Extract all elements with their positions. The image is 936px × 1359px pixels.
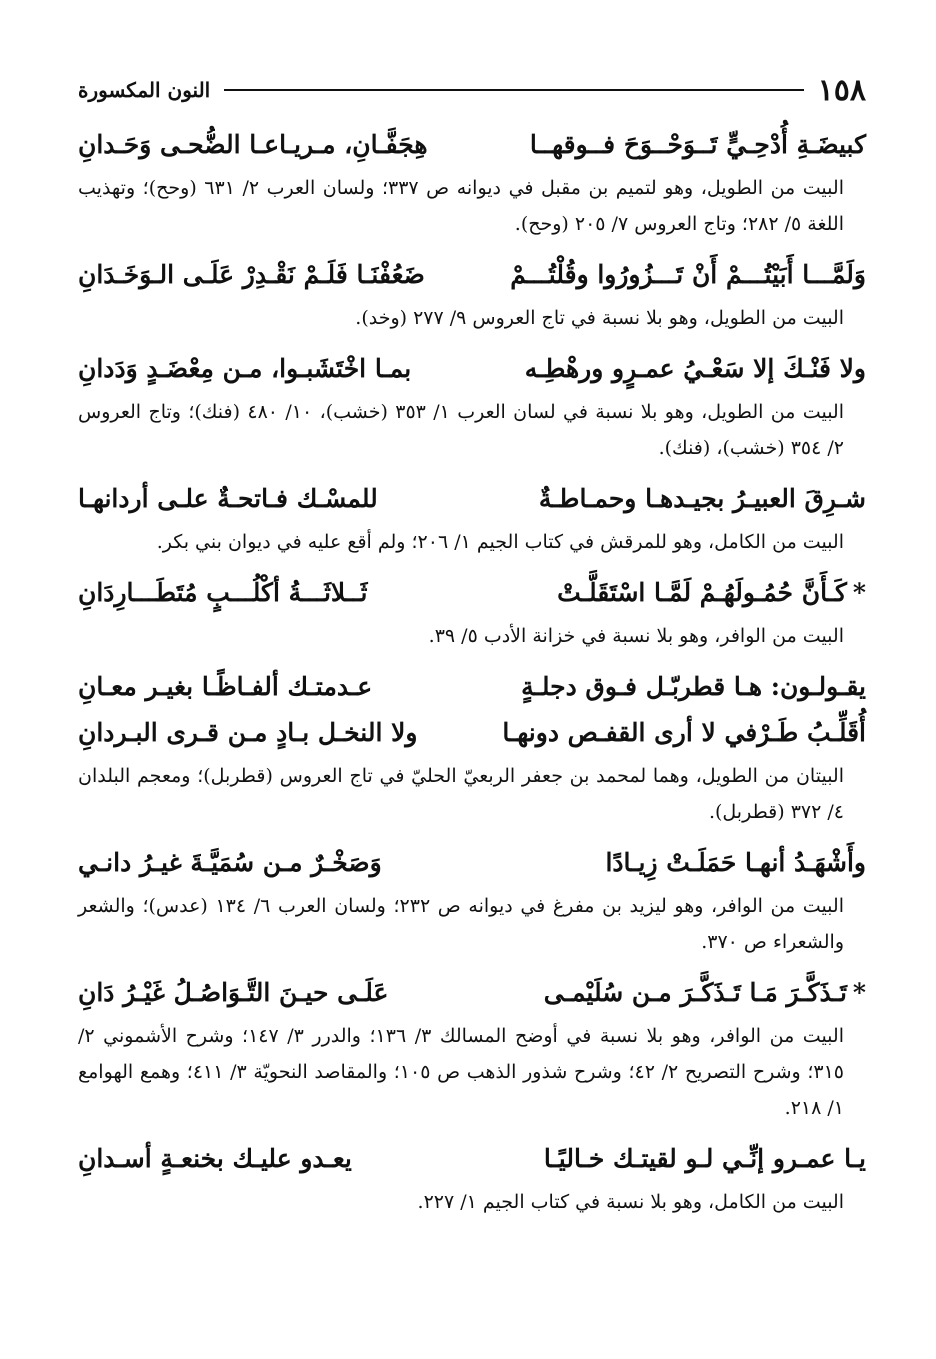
second-hemistich: ثَــلاثَـــةُ أكْلُـــبٍ مُتَطَـــارِدَانِ: [78, 578, 368, 607]
first-hemistich: أُقَلِّـبُ طَـرْفي لا أرى القفـص دونهـا: [502, 718, 866, 747]
second-hemistich: عَلَـى حيـنَ التَّـوَاصُـلُ غَيْـرُ دَانِ: [78, 978, 389, 1007]
first-hemistich: وَلَمَّـــا أَبَيْتُـــمْ أَنْ تَـــزُورُوا وقُلْتُـــمْ: [510, 260, 866, 289]
poem-entry: [78, 570, 866, 654]
page-content: [78, 122, 866, 1230]
citation-note: البيت من الكامل، وهو للمرقش في كتاب الجيم ١/ ٢٠٦؛ ولم أقع عليه في ديوان بني بكر.: [156, 531, 844, 553]
verse-line: [78, 346, 866, 392]
citation-note: البيتان من الطويل، وهما لمحمد بن جعفر الربعيّ الحليّ في تاج العروس (قطربل)؛ ومعجم البلدان ٤/ ٣٧٢ (قطربل).: [78, 765, 844, 823]
verse-line: [78, 570, 866, 616]
second-hemistich: ولا النخـل بـادٍ مـن قـرى البـردانِ: [78, 718, 418, 747]
hemistich-text: تَـذَكَّـرَ مَـا تَـذَكَّـرَ مـن سُلَيْمـى: [543, 978, 847, 1007]
verse-line: [78, 710, 866, 756]
citation-note: البيت من الوافر، وهو ليزيد بن مفرغ في ديوانه ص ٢٣٢؛ ولسان العرب ٦/ ١٣٤ (عدس)؛ والشعر والشعراء ص ٣٧٠.: [78, 895, 844, 953]
chapter-title: النون المكسورة: [78, 78, 211, 102]
verse-line: [78, 122, 866, 168]
second-hemistich: للمسْـك فـاتحـةٌ علـى أردانهـا: [78, 484, 378, 513]
poem-entry: [78, 476, 866, 560]
first-hemistich: [544, 970, 866, 1016]
star-marker: *: [852, 978, 866, 1007]
poem-entry: [78, 664, 866, 830]
verse-line: [78, 1136, 866, 1182]
second-hemistich: بمـا اخْتَشَبـوا، مـن مِعْضَـدٍ وَدَدانِ: [78, 354, 412, 383]
citation-note: البيت من الطويل، وهو بلا نسبة في لسان العرب ١/ ٣٥٣ (خشب)، ١٠/ ٤٨٠ (فنك)؛ وتاج العروس ٢/ ٣٥٤ (خشب)، (فنك).: [78, 401, 844, 459]
hemistich-text: كَـأَنَّ حُمُـولَهُـمْ لَمَّـا اسْتَقَلَّـتْ: [557, 578, 847, 607]
second-hemistich: يعـدو عليـك بخنعـةٍ أسـدانِ: [78, 1144, 352, 1173]
citation-note: البيت من الطويل، وهو لتميم بن مقبل في ديوانه ص ٣٣٧؛ ولسان العرب ٢/ ٦٣١ (وحح)؛ وتهذيب اللغة ٥/ ٢٨٢؛ وتاج العروس ٧/ ٢٠٥ (وحح).: [78, 177, 844, 235]
citation-note: البيت من الكامل، وهو بلا نسبة في كتاب الجيم ١/ ٢٢٧.: [417, 1191, 844, 1213]
poem-entry: [78, 346, 866, 466]
poem-entry: [78, 252, 866, 336]
poem-entry: [78, 1136, 866, 1220]
poem-entry: [78, 970, 866, 1126]
page-header: [78, 70, 866, 110]
first-hemistich: وأَشْهَـدُ أنهـا حَمَلَـتْ زِيـادًا: [605, 848, 866, 877]
page-number: ١٥٨: [817, 72, 866, 108]
poem-entry: [78, 122, 866, 242]
second-hemistich: عـدمتـك ألفـاظًـا بغيـر معـانِ: [78, 672, 373, 701]
citation-note: البيت من الوافر، وهو بلا نسبة في خزانة الأدب ٥/ ٣٩.: [428, 625, 844, 647]
star-marker: *: [852, 578, 866, 607]
verse-line: [78, 664, 866, 710]
first-hemistich: يقـولـون: هـا قطربّـل فـوق دجلـةٍ: [521, 672, 866, 701]
first-hemistich: ولا فَنْـكَ إلا سَعْـيُ عمـرٍو ورهْطِـه: [524, 354, 866, 383]
first-hemistich: شـرِقَ العبيـرُ بجيـدهـا وحمـاطـةٌ: [538, 484, 866, 513]
verse-line: [78, 476, 866, 522]
second-hemistich: هِجَفَّـانِ، مـريـاعـا الضُّحـى وَحَـدانِ: [78, 130, 428, 159]
verse-line: [78, 252, 866, 298]
verse-line: [78, 840, 866, 886]
header-rule: [224, 89, 803, 91]
second-hemistich: وَصَخْـرٌ مـن سُمَيَّـةَ غيـرُ دانـي: [78, 848, 382, 877]
poem-entry: [78, 840, 866, 960]
second-hemistich: ضَعُفْنَـا فَلَـمْ نَقْـدِرْ عَلَـى الـوَخَـدَانِ: [78, 260, 425, 289]
first-hemistich: يـا عمـرو إنِّـي لـو لقيتـك خـاليًـا: [543, 1144, 866, 1173]
first-hemistich: [557, 570, 866, 616]
citation-note: البيت من الوافر، وهو بلا نسبة في أوضح المسالك ٣/ ١٣٦؛ والدرر ٣/ ١٤٧؛ وشرح الأشموني ٢/ ٣١٥؛ وشرح التصريح ٢/ ٤٢؛ وشرح شذور الذهب ص ١٠٥؛ والمقاصد النحويّة ٣/ ٤١١؛ وهمع الهوامع ١/ ٢١٨.: [78, 1025, 844, 1119]
citation-note: البيت من الطويل، وهو بلا نسبة في تاج العروس ٩/ ٢٧٧ (وخد).: [355, 307, 844, 329]
verse-line: [78, 970, 866, 1016]
first-hemistich: كبيضَـةِ أُدْحِـيٍّ تَــوَحْــوَحَ فــوقهــا: [529, 130, 866, 159]
